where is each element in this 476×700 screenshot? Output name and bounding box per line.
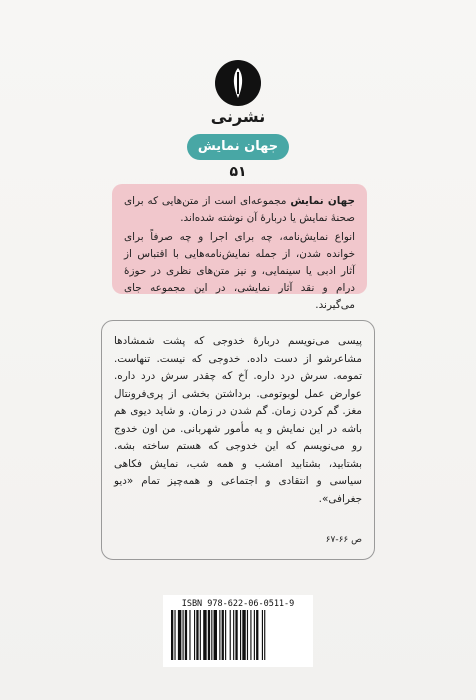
series-description-second: انواع نمایش‌نامه، چه برای اجرا و چه صرفاً برای خوانده شدن، از جمله نمایش‌نامه‌هایی با اقتباس از آثار ادبی یا سینمایی، و نیز متن‌های نظری در حوزهٔ درام و نقد آثار نمایشی، در این مجموعه جای می‌گیرند. [124, 231, 355, 311]
barcode-bar [225, 610, 226, 660]
barcode-bar [214, 610, 217, 660]
barcode-bar [174, 610, 175, 660]
barcode-bar [196, 610, 198, 660]
barcode-bar [247, 610, 248, 660]
barcode-bar [254, 610, 255, 660]
series-description-box [112, 184, 367, 311]
barcode-bar [264, 610, 265, 660]
barcode-bar [240, 610, 241, 660]
barcode-bar [200, 610, 201, 660]
barcode-bar [203, 610, 206, 660]
excerpt-box [101, 320, 375, 560]
barcode-bar [230, 610, 231, 660]
isbn-barcode [163, 595, 313, 667]
barcode-bar [183, 610, 184, 660]
barcode-bar [185, 610, 187, 660]
excerpt-text: پیسی می‌نویسم دربارهٔ خدوجی که پشت شمشادها مشاعرشو از دست داده. خدوجی که نیست. تنهاست. تمومه. سرش درد داره. آخ که چقدر سرش درد داره. عوارض عمل لوبوتومی. برداشتن بخشی از پری‌فرونتال مغز. گم کردن زمان. گم شدن در زمان. و شاید دیوی هم باشه در این نمایش و یه مأمور شهربانی. من اون خدوج رو می‌نویسم که این خدوجی که هستم ساخته بشه. بشتابید، بشتابید امشب و همه شب، نمایش فکاهی سیاسی و انتقادی و اجتماعی و همه‌چیز تمام «دیو جغرافی». [114, 335, 362, 505]
barcode-bar [194, 610, 195, 660]
barcode-bar [219, 610, 220, 660]
series-term: جهان نمایش [290, 195, 355, 207]
barcode-bar [250, 610, 251, 660]
barcode-bar [262, 610, 263, 660]
barcode-bar [178, 610, 181, 660]
barcode-bar [211, 610, 212, 660]
publisher-name: نشرنی [210, 107, 266, 126]
barcode-bar [189, 610, 190, 660]
barcode-bar [235, 610, 237, 660]
barcode-bar [222, 610, 224, 660]
barcode-bar [208, 610, 210, 660]
barcode-bar [171, 610, 173, 660]
barcode-bar [256, 610, 258, 660]
series-description-first [124, 193, 355, 227]
reed-leaf-icon [213, 58, 263, 108]
series-badge: جهان نمایش [187, 134, 289, 160]
excerpt-page-ref: ص ۶۶-۶۷ [325, 534, 362, 545]
barcode-bar [242, 610, 245, 660]
isbn-text: ISBN 978-622-06-0511-9 [181, 599, 295, 609]
barcode-bar [233, 610, 234, 660]
barcode-bars [171, 610, 305, 660]
series-number: ۵۱ [229, 164, 247, 180]
series-description-first-rest: مجموعه‌ای است از متن‌هایی که برای صحنهٔ نمایش یا دربارهٔ آن نوشته شده‌اند. [124, 195, 355, 224]
